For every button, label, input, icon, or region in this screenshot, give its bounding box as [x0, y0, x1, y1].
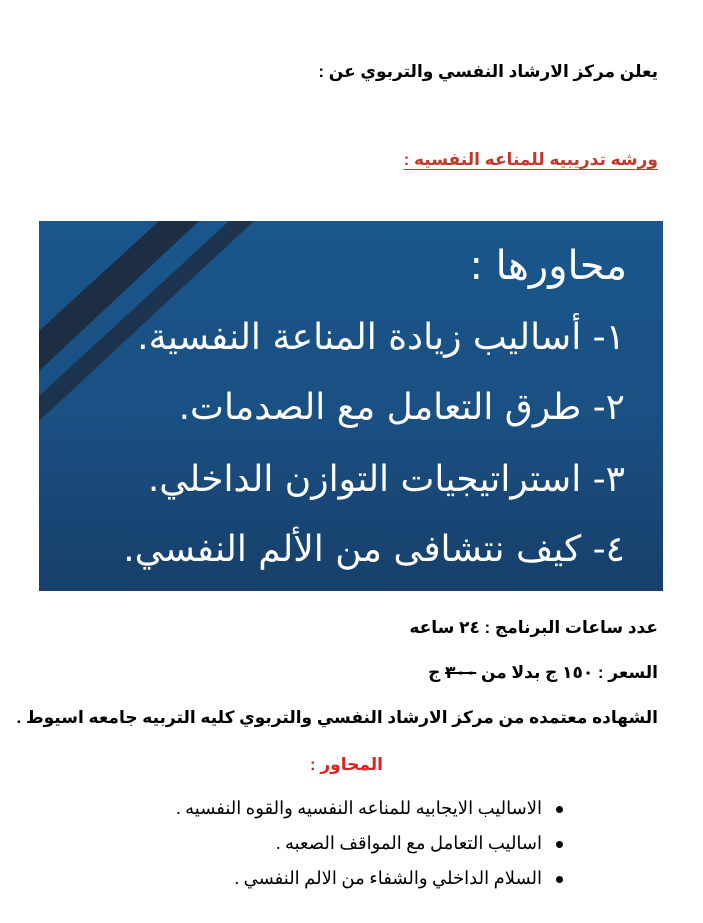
bullet-icon: [556, 841, 563, 848]
banner-item: ٤- كيف نتشافى من الألم النفسي.: [123, 529, 625, 570]
axes-list-item-text: السلام الداخلي والشفاء من الالم النفسي .: [234, 868, 542, 888]
program-price: [428, 663, 658, 683]
axes-list-item: [176, 798, 563, 819]
price-currency: ج: [428, 663, 446, 682]
price-current: السعر : ١٥٠ ج بدلا من: [476, 663, 658, 682]
workshop-title: ورشه تدريبيه للمناعه النفسيه :: [403, 150, 658, 169]
bullet-icon: [556, 806, 563, 813]
banner-item: ٣- استراتيجيات التوازن الداخلي.: [147, 459, 625, 500]
price-old: ٣٠٠: [445, 663, 477, 682]
program-hours: عدد ساعات البرنامج : ٢٤ ساعه: [409, 618, 658, 637]
banner-item: ١- أساليب زيادة المناعة النفسية.: [137, 317, 625, 358]
axes-list-item: [276, 833, 563, 854]
bullet-icon: [556, 876, 563, 883]
banner-item: ٢- طرق التعامل مع الصدمات.: [178, 387, 625, 428]
axes-heading: المحاور :: [310, 755, 383, 774]
workshop-banner-image: [39, 221, 663, 591]
certificate-note: الشهاده معتمده من مركز الارشاد النفسي والتربوي كليه التربيه جامعه اسيوط .: [16, 708, 658, 727]
axes-list-item: [235, 868, 563, 889]
announcement-intro: يعلن مركز الارشاد النفسي والتربوي عن :: [318, 62, 658, 81]
axes-list-item-text: الاساليب الايجابيه للمناعه النفسيه والقوه النفسيه .: [176, 798, 542, 818]
banner-heading: محاورها :: [469, 243, 627, 289]
axes-list-item-text: اساليب التعامل مع المواقف الصعبه .: [275, 833, 542, 853]
